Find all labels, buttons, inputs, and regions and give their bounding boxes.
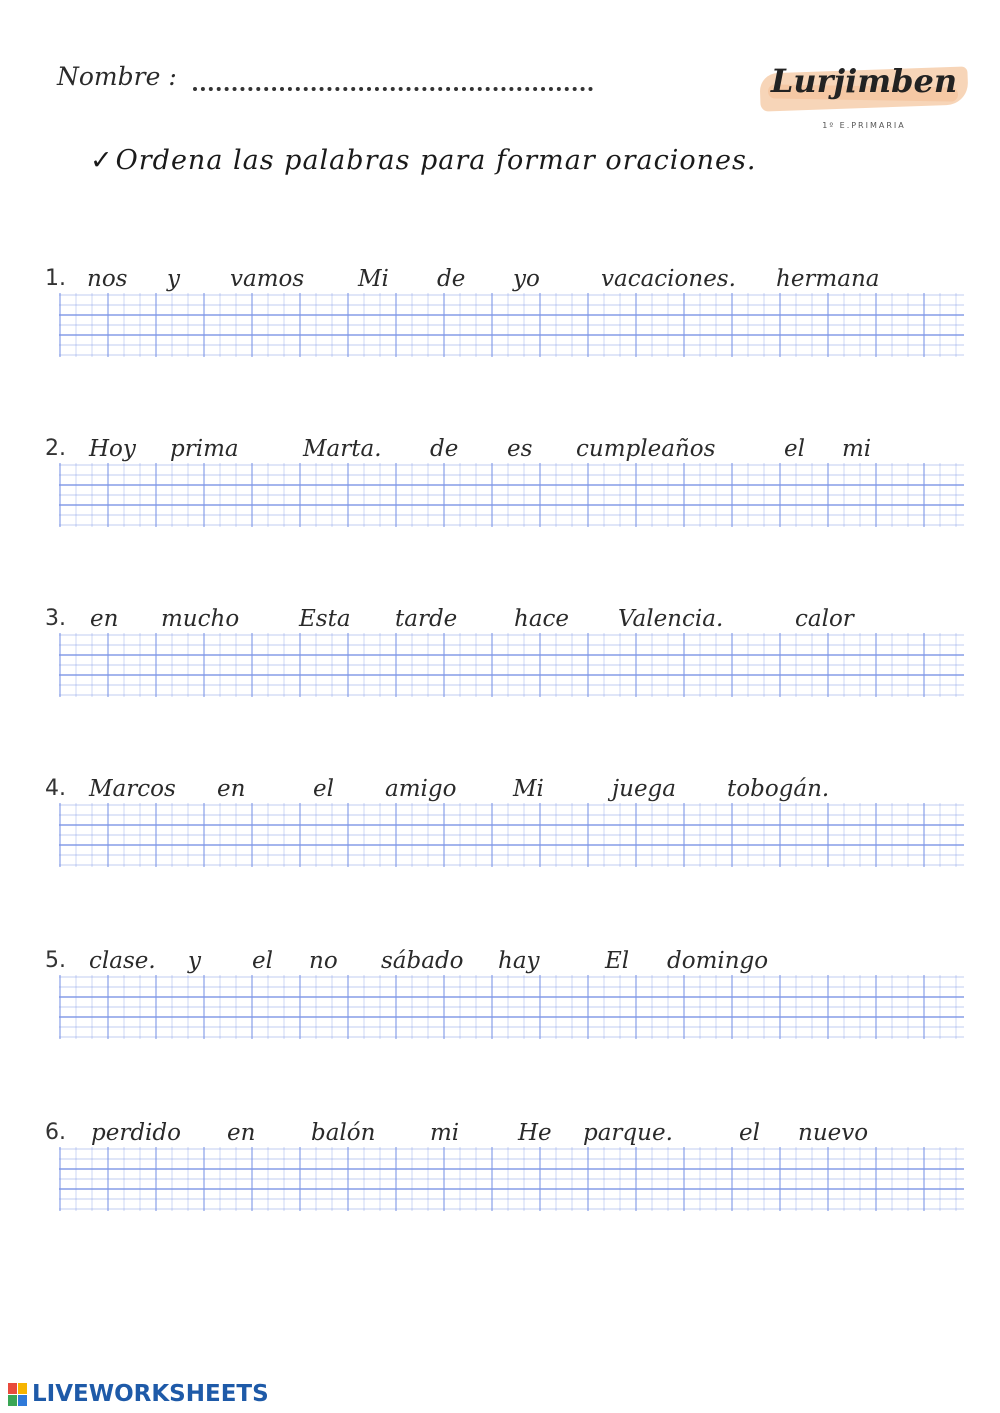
checkmark-icon: ✓ (90, 145, 114, 176)
exercise-6 (45, 1120, 965, 1220)
answer-grid[interactable] (59, 293, 964, 357)
exercise-1 (45, 266, 965, 366)
instruction-text: Ordena las palabras para formar oraciones. (115, 145, 757, 176)
word-chip: mucho (161, 606, 240, 632)
exercise-number: 4. (45, 776, 66, 801)
exercise-4 (45, 776, 965, 876)
answer-grid[interactable] (59, 803, 964, 867)
exercise-number: 3. (45, 606, 66, 631)
word-chip: cumpleaños (576, 436, 716, 462)
exercise-5 (45, 948, 965, 1048)
word-chip: juega (612, 776, 676, 802)
word-chip: hace (514, 606, 570, 632)
answer-grid[interactable] (59, 975, 964, 1039)
word-chip: en (90, 606, 119, 632)
word-chip: nuevo (798, 1120, 869, 1146)
word-chip: tobogán. (727, 776, 830, 802)
exercise-number: 2. (45, 436, 66, 461)
footer-brand[interactable] (8, 1381, 308, 1411)
instruction-heading (90, 145, 910, 185)
word-chip: el (313, 776, 334, 802)
word-chip: sábado (381, 948, 464, 974)
word-chip: vamos (230, 266, 305, 292)
word-chip: domingo (667, 948, 769, 974)
word-chip: en (227, 1120, 256, 1146)
word-chip: hermana (776, 266, 880, 292)
word-chip: Esta (299, 606, 351, 632)
word-chip: balón (311, 1120, 376, 1146)
word-chip: calor (795, 606, 854, 632)
word-chip: hay (498, 948, 540, 974)
logo-brand-text: Lurjimben (770, 62, 958, 100)
word-chip: en (217, 776, 246, 802)
word-chip: vacaciones. (601, 266, 736, 292)
answer-grid[interactable] (59, 633, 964, 697)
word-chip: yo (513, 266, 540, 292)
word-chip: Valencia. (618, 606, 724, 632)
word-chip: Mi (358, 266, 389, 292)
footer-brand-text: LIVEWORKSHEETS (32, 1381, 269, 1407)
word-chip: de (430, 436, 459, 462)
word-chip: es (507, 436, 533, 462)
word-chip: He (518, 1120, 552, 1146)
exercise-number: 6. (45, 1120, 66, 1145)
word-chip: el (784, 436, 805, 462)
word-chip: el (252, 948, 273, 974)
exercise-number: 5. (45, 948, 66, 973)
word-chip: amigo (385, 776, 457, 802)
exercise-number: 1. (45, 266, 66, 291)
word-chip: el (739, 1120, 760, 1146)
logo-subtitle: 1º E.PRIMARIA (822, 121, 906, 130)
word-chip: clase. (89, 948, 156, 974)
word-chip: mi (430, 1120, 460, 1146)
name-dotted-line[interactable] (193, 71, 593, 91)
word-chip: y (188, 948, 201, 974)
word-chip: nos (87, 266, 128, 292)
brand-logo (758, 58, 970, 136)
exercise-3 (45, 606, 965, 706)
exercise-2 (45, 436, 965, 536)
word-chip: parque. (583, 1120, 673, 1146)
word-chip: Hoy (89, 436, 136, 462)
word-chip: Mi (513, 776, 544, 802)
word-chip: no (309, 948, 338, 974)
answer-grid[interactable] (59, 1147, 964, 1211)
word-chip: perdido (91, 1120, 181, 1146)
word-chip: Marta. (303, 436, 382, 462)
name-field[interactable] (57, 62, 617, 106)
word-chip: prima (170, 436, 239, 462)
word-chip: El (605, 948, 630, 974)
answer-grid[interactable] (59, 463, 964, 527)
word-chip: mi (842, 436, 872, 462)
liveworksheets-logo-icon (8, 1383, 28, 1407)
word-chip: tarde (395, 606, 458, 632)
word-chip: de (437, 266, 466, 292)
name-label: Nombre : (57, 62, 177, 91)
word-chip: y (167, 266, 180, 292)
word-chip: Marcos (89, 776, 176, 802)
